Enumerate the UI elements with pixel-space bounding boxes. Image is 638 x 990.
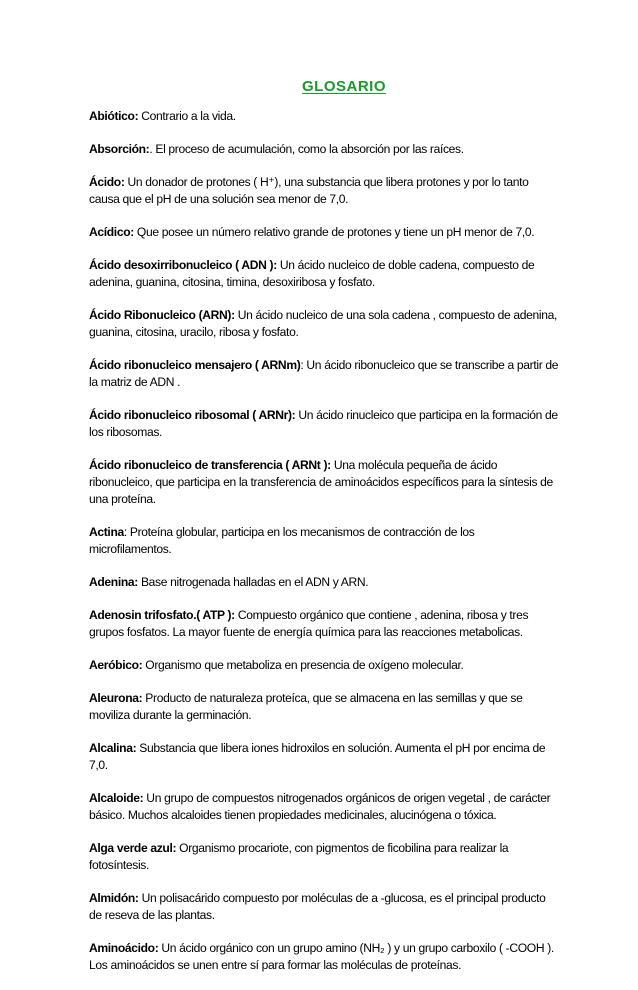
glossary-entry bbox=[89, 108, 559, 125]
glossary-definition: Un grupo de compuestos nitrogenados orgánicos de origen vegetal , de carácter básico. Muchos alcaloides tienen propiedades medicinales, alucinógena o tóxica. bbox=[89, 791, 551, 822]
glossary-entry bbox=[89, 457, 559, 508]
glossary-definition: Organismo procariote, con pigmentos de ficobilina para realizar la fotosíntesis. bbox=[89, 841, 509, 872]
glossary-term: Alga verde azul: bbox=[89, 841, 177, 855]
glossary-definition: Un ácido orgánico con un grupo amino (NH₂ ) y un grupo carboxilo ( -COOH ). Los aminoácidos se unen entre sí para formar las moléculas de proteínas. bbox=[89, 941, 554, 972]
glossary-entry bbox=[89, 357, 559, 391]
glossary-entry bbox=[89, 307, 559, 341]
glossary-definition: Base nitrogenada halladas en el ADN y ARN. bbox=[137, 575, 369, 589]
glossary-term: Adenina: bbox=[89, 575, 138, 589]
glossary-term: Adenosin trifosfato.( ATP ): bbox=[89, 608, 235, 622]
glossary-entry bbox=[89, 174, 559, 208]
glossary-term: Ácido ribonucleico mensajero ( ARNm) bbox=[89, 358, 301, 372]
glossary-term: Acídico: bbox=[89, 225, 134, 239]
glossary-term: Alcalina: bbox=[89, 741, 137, 755]
glossary-definition: Compuesto orgánico que contiene , adenina, ribosa y tres grupos fosfatos. La mayor fuente de energía química para las reacciones metabolicas. bbox=[89, 608, 529, 639]
glossary-definition: Contrario a la vida. bbox=[138, 109, 236, 123]
glossary-definition: Un ácido rinucleico que participa en la formación de los ribosomas. bbox=[89, 408, 558, 439]
glossary-definition: Una molécula pequeña de ácido ribonucleico, que participa en la transferencia de aminoácidos específicos para la síntesis de una proteína. bbox=[89, 458, 553, 506]
glossary-entry bbox=[89, 224, 559, 241]
glossary-entry bbox=[89, 840, 559, 874]
glossary-list bbox=[89, 108, 559, 990]
glossary-definition: Un donador de protones ( H⁺), una substancia que libera protones y por lo tanto causa que el pH de una solución sea menor de 7,0. bbox=[89, 175, 529, 206]
glossary-entry bbox=[89, 141, 559, 158]
glossary-entry bbox=[89, 524, 559, 558]
glossary-definition: Un polisacárido compuesto por moléculas de a -glucosa, es el principal producto de reseva de las plantas. bbox=[89, 891, 546, 922]
glossary-term: Ácido ribonucleico ribosomal ( ARNr): bbox=[89, 408, 296, 422]
glossary-entry bbox=[89, 257, 559, 291]
glossary-term: Almidón: bbox=[89, 891, 139, 905]
glossary-entry bbox=[89, 940, 559, 974]
glossary-definition: Un ácido nucleico de doble cadena, compuesto de adenina, guanina, citosina, timina, desoxiribosa y fosfato. bbox=[89, 258, 535, 289]
glossary-term: Ácido Ribonucleico (ARN): bbox=[89, 308, 235, 322]
glossary-term: Aminoácido: bbox=[89, 941, 159, 955]
glossary-term: Alcaloide: bbox=[89, 791, 144, 805]
glossary-term: Actina bbox=[89, 525, 124, 539]
glossary-term: Abiótico: bbox=[89, 109, 139, 123]
glossary-entry bbox=[89, 407, 559, 441]
glossary-term: Absorción: bbox=[89, 142, 150, 156]
glossary-entry bbox=[89, 607, 559, 641]
glossary-term: Ácido ribonucleico de transferencia ( ARNt ): bbox=[89, 458, 331, 472]
glossary-heading: GLOSARIO bbox=[301, 78, 386, 95]
glossary-definition: Substancia que libera iones hidroxilos en solución. Aumenta el pH por encima de 7,0. bbox=[89, 741, 546, 772]
glossary-entry bbox=[89, 890, 559, 924]
glossary-definition: : Proteína globular, participa en los mecanismos de contracción de los microfilamentos. bbox=[89, 525, 475, 556]
glossary-entry bbox=[89, 690, 559, 724]
glossary-term: Ácido desoxirribonucleico ( ADN ): bbox=[89, 258, 277, 272]
glossary-term: Ácido: bbox=[89, 175, 125, 189]
glossary-definition: Producto de naturaleza proteíca, que se almacena en las semillas y que se moviliza durante la germinación. bbox=[89, 691, 523, 722]
glossary-definition: Organismo que metaboliza en presencia de oxígeno molecular. bbox=[142, 658, 464, 672]
glossary-definition: Un ácido nucleico de una sola cadena , compuesto de adenina, guanina, citosina, uracilo, ribosa y fosfato. bbox=[89, 308, 557, 339]
glossary-entry bbox=[89, 574, 559, 591]
glossary-definition: . El proceso de acumulación, como la absorción por las raíces. bbox=[149, 142, 464, 156]
glossary-entry bbox=[89, 790, 559, 824]
glossary-definition: : Un ácido ribonucleico que se transcribe a partir de la matriz de ADN . bbox=[89, 358, 559, 389]
glossary-definition: Que posee un número relativo grande de protones y tiene un pH menor de 7,0. bbox=[133, 225, 535, 239]
glossary-entry bbox=[89, 657, 559, 674]
glossary-entry bbox=[89, 740, 559, 774]
glossary-term: Aleurona: bbox=[89, 691, 143, 705]
glossary-term: Aeróbico: bbox=[89, 658, 143, 672]
page-title bbox=[0, 78, 638, 95]
